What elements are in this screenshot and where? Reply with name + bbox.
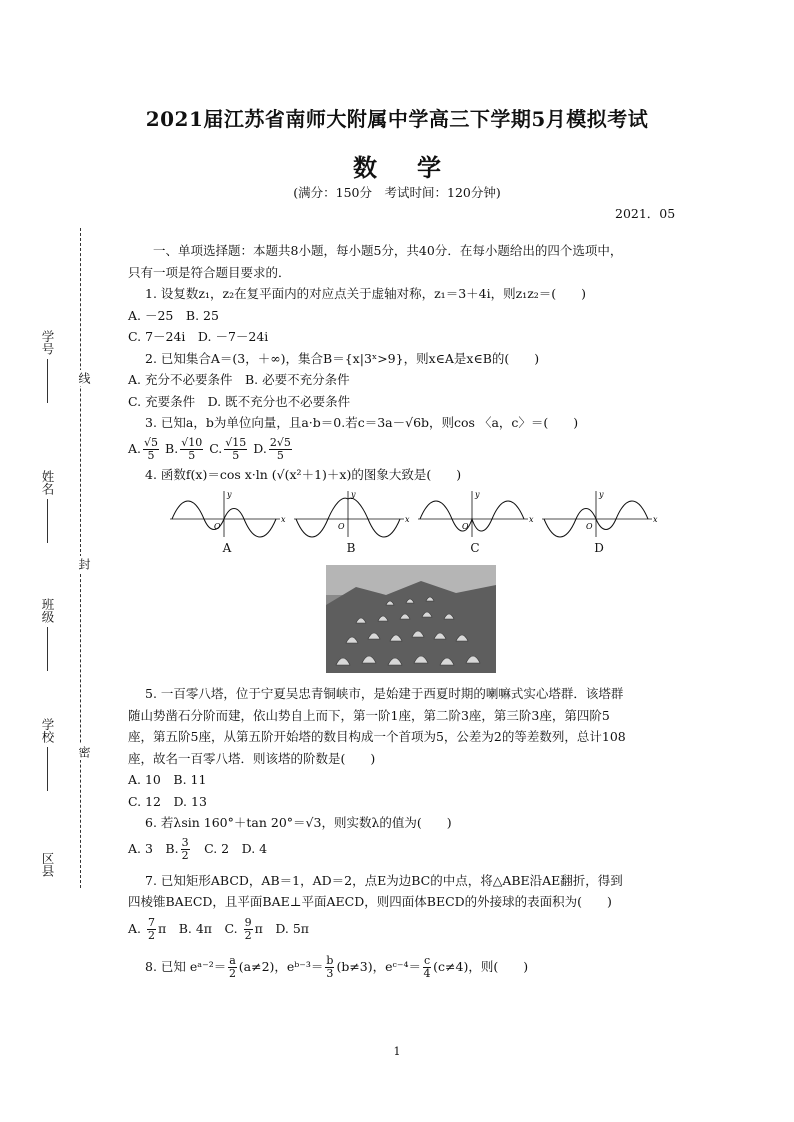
q6-options-rest: C. 2 D. 4	[191, 840, 268, 856]
q7-opt-a-frac	[147, 917, 156, 942]
binding-word-seal: 封	[77, 558, 91, 570]
q5-line2: 随山势凿石分阶而建，依山势自上而下，第一阶1座，第二阶3座，第三阶3座，第四阶5	[128, 707, 610, 723]
q5-line3: 座，第五阶5座，从第五阶开始塔的数目构成一个首项为5，公差为2的等差数列，总计108	[128, 729, 626, 744]
q8-frac-a-num: a	[229, 953, 236, 967]
q6-opt-b-num: 3	[181, 835, 189, 849]
q3-opt-a-den: 5	[147, 448, 155, 462]
q3-opt-a-label: A.	[128, 440, 142, 456]
q7-opt-a-suffix: π	[158, 920, 167, 936]
section-heading-line1: 一、单项选择题：本题共8小题，每小题5分，共40分．在每小题给出的四个选项中，	[153, 243, 623, 258]
q8-suffix-a: (a≠2)，eᵇ⁻³＝	[238, 958, 324, 974]
q2-options-1: A. 充分不必要条件 B. 必要不充分条件	[128, 372, 350, 387]
q6-options	[128, 834, 678, 864]
q4-stem: 4. 函数f(x)＝cos x·ln (√(x²＋1)＋x)的图象大致是( )	[145, 466, 462, 482]
q4-graph-d	[540, 489, 658, 555]
exam-date: 2021．05	[615, 206, 676, 221]
q4-graph-d-ylabel: y	[599, 490, 604, 499]
q3-opt-b-den: 5	[188, 448, 196, 462]
field-district	[38, 852, 56, 877]
q5-line4: 座，故名一百零八塔．则该塔的阶数是( )	[128, 750, 376, 766]
q3-opt-b-label: B.	[165, 440, 179, 456]
q7-opt-a-label: A.	[128, 920, 142, 936]
q8-stem-pre: 8. 已知 eᵃ⁻²＝	[145, 958, 227, 974]
field-school	[38, 718, 56, 791]
field-name-blank[interactable]	[47, 499, 48, 543]
q6-stem: 6. 若λsin 160°＋tan 20°＝√3，则实数λ的值为( )	[145, 815, 452, 830]
q8-frac-c-num: c	[423, 953, 431, 967]
q4-graph-d-origin: O	[586, 522, 593, 531]
q3-opt-c-num: √15	[225, 435, 247, 449]
q4-graph-d-xlabel: x	[653, 515, 658, 524]
q4-graph-c-xlabel: x	[529, 515, 534, 524]
q5-options-1: A. 10 B. 11	[128, 772, 207, 787]
q4-graph-b-label: B	[346, 541, 356, 555]
q4-graph-d-label: D	[594, 541, 604, 555]
q1-options-2: C. 7－24i D. －7－24i	[128, 329, 269, 344]
q4-graph-a-label: A	[222, 541, 232, 555]
q4-graph-c-ylabel: y	[475, 490, 480, 499]
q1-stem: 1. 设复数z₁，z₂在复平面内的对应点关于虚轴对称，z₁＝3＋4i，则z₁z₂＝( )	[145, 286, 587, 301]
q6-opt-b-den: 2	[181, 848, 189, 862]
page-number: 1	[393, 1045, 401, 1058]
q4-graph-b-plot	[292, 489, 410, 539]
q3-opt-c-frac	[224, 437, 247, 462]
q8-frac-a-den: 2	[228, 966, 236, 980]
q3-opt-d-den: 5	[276, 448, 284, 462]
q4-graph-c-plot	[416, 489, 534, 539]
field-class-blank[interactable]	[47, 627, 48, 671]
q3-options	[128, 434, 678, 464]
q4-graph-a-origin: O	[214, 522, 221, 531]
q4-graph-c	[416, 489, 534, 555]
field-student-id	[38, 330, 56, 403]
q3-opt-b-frac	[180, 437, 203, 462]
q5-line1: 5. 一百零八塔，位于宁夏吴忠青铜峡市，是始建于西夏时期的喇嘛式实心塔群．该塔群	[145, 686, 624, 701]
q3-opt-c-label: C.	[209, 440, 223, 456]
q8-stem	[128, 951, 678, 983]
q3-opt-b-num: √10	[181, 435, 203, 449]
field-name-label: 姓名	[40, 470, 55, 495]
q3-opt-d-num: 2√5	[269, 435, 291, 449]
q7-options-d: D. 5π	[262, 920, 310, 936]
q8-frac-b	[325, 955, 334, 980]
q1-options-1: A. －25 B. 25	[128, 307, 219, 323]
q4-graph-a-xlabel: x	[281, 515, 286, 524]
q7-options	[128, 913, 678, 945]
exam-content	[128, 240, 678, 983]
q7-line2: 四棱锥BAECD，且平面BAE⊥平面AECD，则四面体BECD的外接球的表面积为( )	[128, 894, 612, 909]
field-class-label: 班级	[40, 598, 55, 623]
q4-graph-a	[168, 489, 286, 555]
q8-suffix-b: (b≠3)，eᶜ⁻⁴＝	[336, 958, 421, 974]
field-student-id-label: 学号	[40, 330, 55, 355]
q2-options-2: C. 充要条件 D. 既不充分也不必要条件	[128, 393, 351, 409]
q3-opt-c-den: 5	[232, 448, 240, 462]
field-school-blank[interactable]	[47, 747, 48, 791]
pagoda-photo-illustration	[326, 565, 496, 673]
field-class	[38, 598, 56, 671]
q3-opt-a-frac	[143, 437, 159, 462]
q7-opt-a-den: 2	[148, 928, 155, 942]
q8-frac-c-den: 4	[423, 966, 431, 980]
q4-graph-c-label: C	[470, 541, 480, 555]
q7-opt-c-den: 2	[244, 928, 252, 942]
field-student-id-blank[interactable]	[47, 359, 48, 403]
q4-graph-b	[292, 489, 410, 555]
q3-opt-d-frac	[269, 437, 292, 462]
q3-opt-d-label: D.	[253, 440, 267, 456]
q7-opt-c-suffix: π	[254, 920, 263, 936]
binding-word-line: 线	[77, 372, 91, 384]
q8-frac-b-num: b	[326, 953, 334, 967]
q6-opt-b-frac	[181, 837, 190, 862]
exam-title: 2021届江苏省南师大附属中学高三下学期5月模拟考试	[145, 107, 649, 131]
q4-graph-a-plot	[168, 489, 286, 539]
field-district-label: 区县	[40, 852, 55, 877]
q7-line1: 7. 已知矩形ABCD，AB＝1，AD＝2，点E为边BC的中点，将△ABE沿AE翻折，得到	[145, 872, 623, 888]
q6-options-a: A. 3 B.	[128, 840, 179, 856]
q8-suffix-c: (c≠4)，则( )	[433, 958, 529, 974]
field-school-label: 学校	[40, 718, 55, 743]
q8-frac-a	[228, 955, 237, 980]
q4-graph-b-xlabel: x	[405, 515, 410, 524]
q4-graph-b-ylabel: y	[351, 490, 356, 499]
q2-stem: 2. 已知集合A＝(3，＋∞)，集合B＝{x|3ˣ>9}，则x∈A是x∈B的( )	[145, 350, 540, 366]
q4-graph-c-origin: O	[462, 522, 469, 531]
binding-word-secret: 密	[77, 746, 91, 758]
q4-graph-b-origin: O	[338, 522, 345, 531]
q7-options-bc: B. 4π C.	[166, 920, 238, 936]
q7-opt-c-frac	[244, 917, 253, 942]
pagoda-photo	[326, 565, 496, 673]
field-name	[38, 470, 56, 543]
q7-opt-c-num: 9	[244, 915, 252, 929]
q4-graphs	[168, 489, 678, 555]
exam-subject: 数学	[353, 153, 481, 182]
q5-options-2: C. 12 D. 13	[128, 793, 207, 809]
q7-opt-a-num: 7	[148, 915, 155, 929]
q4-graph-d-plot	[540, 489, 658, 539]
q4-graph-a-ylabel: y	[227, 490, 232, 499]
q3-stem: 3. 已知a，b为单位向量，且a·b＝0.若c＝3a－√6b，则cos 〈a，c〉＝( )	[145, 415, 579, 430]
q8-frac-b-den: 3	[326, 966, 334, 980]
q8-frac-c	[423, 955, 431, 980]
section-heading-line2: 只有一项是符合题目要求的．	[128, 264, 291, 280]
q3-opt-a-num: √5	[144, 435, 159, 449]
exam-info: (满分：150分 考试时间：120分钟)	[293, 185, 501, 200]
